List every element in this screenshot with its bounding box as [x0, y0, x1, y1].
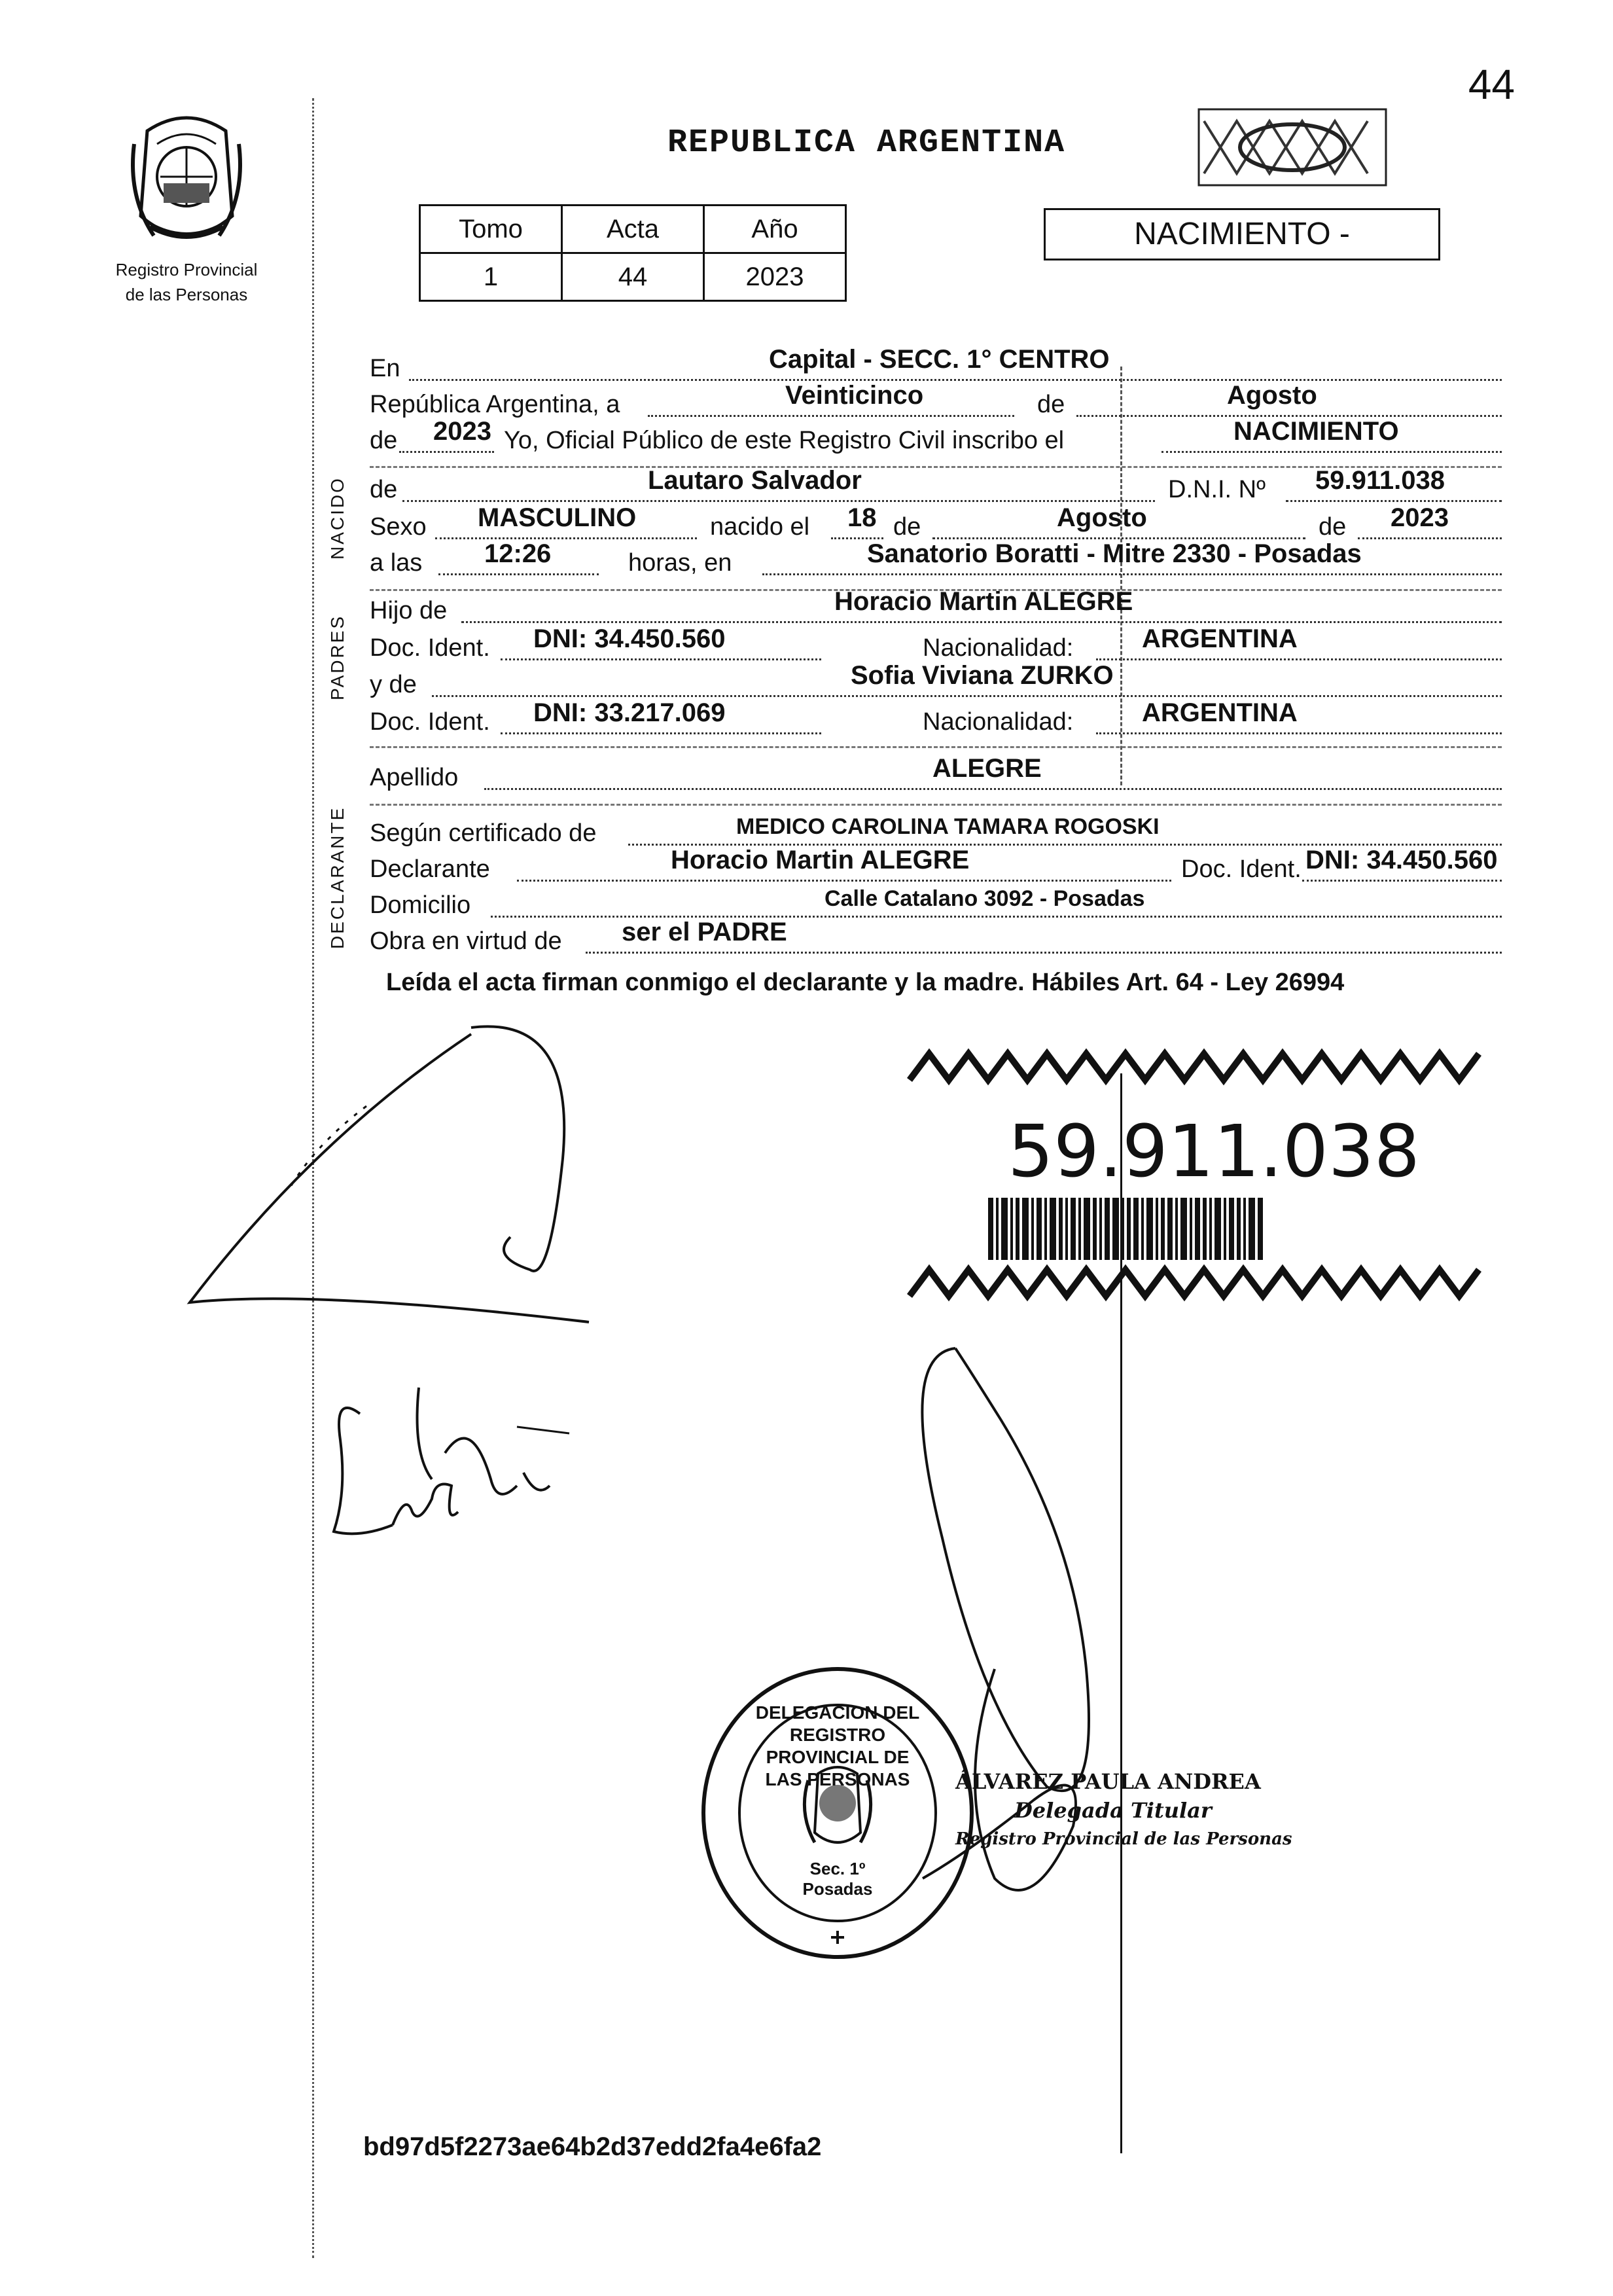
side-label-nacido: NACIDO: [327, 476, 347, 560]
dni-label: D.N.I. Nº: [1168, 476, 1266, 503]
table-header-ano: Año: [704, 206, 846, 253]
registry-logo: [98, 105, 275, 305]
declarante-value: Horacio Martin ALEGRE: [671, 846, 970, 874]
certificate-value: MEDICO CAROLINA TAMARA ROGOSKI: [736, 814, 1160, 839]
father-doc: DNI: 34.450.560: [533, 624, 726, 653]
document-hash: bd97d5f2273ae64b2d37edd2fa4e6fa2: [363, 2132, 822, 2161]
section-divider: [370, 804, 1502, 806]
table-cell-acta: 44: [562, 253, 704, 301]
provincial-coat-of-arms-icon: [121, 105, 252, 255]
table-cell-ano: 2023: [704, 253, 846, 301]
row-apellido: [370, 754, 1502, 796]
obra-label: Obra en virtud de: [370, 927, 562, 955]
decorative-border-icon: [903, 1263, 1492, 1302]
day-value: Veinticinco: [785, 381, 924, 410]
dni-value: 59.911.038: [1315, 466, 1445, 495]
acta-table: [419, 204, 847, 302]
hijo-label: Hijo de: [370, 597, 448, 624]
sexo-value: MASCULINO: [478, 503, 637, 532]
birth-year: 2023: [1391, 503, 1449, 532]
seal-inner-text: Sec. 1º Posadas: [802, 1859, 873, 1899]
seal-outer-text: DELEGACION DEL REGISTRO PROVINCIAL DE LAS PERSONAS: [755, 1702, 920, 1789]
page-number: 44: [1468, 61, 1515, 108]
en-value: Capital - SECC. 1° CENTRO: [769, 345, 1110, 374]
document-title: REPUBLICA ARGENTINA: [667, 124, 1066, 162]
apellido-label: Apellido: [370, 764, 459, 791]
declarante-doc-label: Doc. Ident.: [1181, 855, 1302, 883]
month-value: Agosto: [1227, 381, 1317, 410]
barcode-number: 59.911.038: [1008, 1109, 1420, 1193]
row-time: [370, 539, 1502, 581]
year-value: 2023: [433, 417, 491, 446]
nac-label: Nacionalidad:: [923, 634, 1074, 662]
doc-label: Doc. Ident.: [370, 708, 490, 736]
mother-nat: ARGENTINA: [1142, 698, 1298, 727]
signature-declarante-icon: [183, 1008, 772, 1401]
table-header-acta: Acta: [562, 206, 704, 253]
row-mother-doc: [370, 698, 1502, 740]
apellido-value: ALEGRE: [932, 754, 1042, 783]
delegate-registry: Registro Provincial de las Personas: [955, 1829, 1292, 1849]
row-obra: [370, 918, 1502, 960]
declarante-label: Declarante: [370, 855, 490, 883]
obra-value: ser el PADRE: [622, 918, 787, 946]
domicilio-label: Domicilio: [370, 891, 471, 919]
place-value: Sanatorio Boratti - Mitre 2330 - Posadas: [867, 539, 1362, 568]
nacido-el-label: nacido el: [710, 513, 810, 541]
table-header-tomo: Tomo: [420, 206, 562, 253]
yde-label: y de: [370, 671, 417, 698]
doc-label: Doc. Ident.: [370, 634, 490, 662]
security-stamp: [1197, 108, 1387, 187]
father-name: Horacio Martin ALEGRE: [834, 587, 1133, 616]
de-label: de: [1037, 391, 1065, 418]
decorative-border-icon: [903, 1047, 1492, 1086]
republica-label: República Argentina, a: [370, 391, 620, 418]
yo-text: Yo, Oficial Público de este Registro Civil inscribo el: [504, 427, 1065, 454]
barcode-icon: [988, 1198, 1407, 1260]
segun-label: Según certificado de: [370, 819, 597, 847]
horas-label: horas, en: [628, 549, 732, 577]
nacido-label: de: [370, 476, 398, 503]
sexo-label: Sexo: [370, 513, 427, 541]
domicilio-value: Calle Catalano 3092 - Posadas: [824, 886, 1145, 911]
registry-caption-line2: de las Personas: [125, 285, 248, 304]
alas-label: a las: [370, 549, 423, 577]
delegate-role: Delegada Titular: [1014, 1798, 1212, 1823]
de2-label: de: [893, 513, 921, 541]
delegate-stamp: [955, 1767, 1292, 1854]
birth-month: Agosto: [1057, 503, 1147, 532]
dni-barcode-sticker: [903, 1047, 1492, 1302]
time-value: 12:26: [484, 539, 552, 568]
en-label: En: [370, 355, 400, 382]
mother-doc: DNI: 33.217.069: [533, 698, 726, 727]
record-type-box: NACIMIENTO -: [1044, 208, 1440, 260]
birth-day: 18: [847, 503, 877, 532]
table-cell-tomo: 1: [420, 253, 562, 301]
nac-label: Nacionalidad:: [923, 708, 1074, 736]
section-divider: [370, 746, 1502, 748]
registry-caption-line1: Registro Provincial: [115, 260, 258, 279]
row-year: [370, 417, 1502, 459]
mother-name: Sofia Viviana ZURKO: [851, 661, 1114, 690]
side-label-padres: PADRES: [327, 614, 347, 700]
year-prefix: de: [370, 427, 398, 454]
delegate-name: ÁLVAREZ PAULA ANDREA: [955, 1769, 1261, 1794]
side-label-declarante: DECLARANTE: [327, 806, 347, 949]
act-value: NACIMIENTO: [1233, 417, 1399, 446]
closing-note: Leída el acta firman conmigo el declarante y la madre. Hábiles Art. 64 - Ley 26994: [386, 969, 1345, 996]
de3-label: de: [1319, 513, 1347, 541]
declarante-doc: DNI: 34.450.560: [1305, 846, 1498, 874]
row-en: [370, 345, 1502, 387]
signature-madre-icon: [321, 1374, 595, 1571]
row-domicilio: [370, 887, 1502, 924]
nacido-name: Lautaro Salvador: [648, 466, 862, 495]
father-nat: ARGENTINA: [1142, 624, 1298, 653]
